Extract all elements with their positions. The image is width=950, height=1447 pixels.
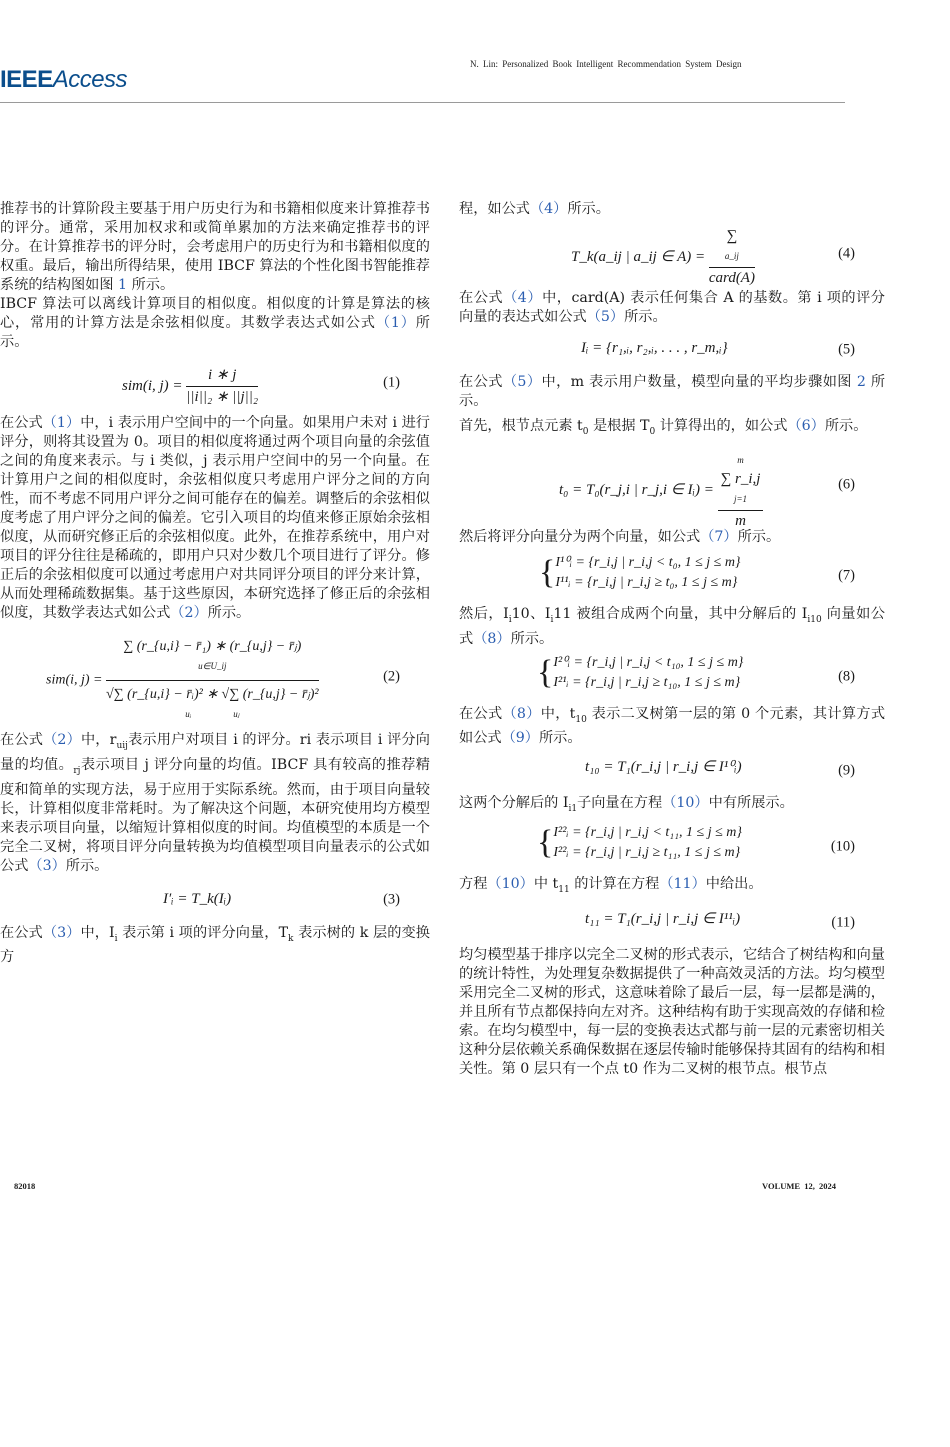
text: 表示项目 j 评分向量的均值。IBCF 具有较高的推荐精度和简单的实现方法，易于应用于实际系统。然而，由于项目向量较长，计算相似度非常耗时。为了解决这个问题，本研究使用均方模型来表示项目向量，以缩短计算相似度的时间。均值模型的本质是一个完全二叉树，将项目评分向量转换为均值模型项目向量表示的公式如公式 <box>0 756 430 874</box>
text: 所示。 <box>624 309 667 325</box>
subscript: 10 <box>575 714 587 725</box>
paragraph <box>0 200 430 295</box>
eq-body: Iᵢ = {r₁,ᵢ, r₂,ᵢ, . . . , r_m,ᵢ} <box>581 340 728 356</box>
eq-fraction <box>718 450 764 531</box>
equation-ref[interactable]: （4） <box>529 201 568 217</box>
text: 均匀模型基于排序以完全二叉树的形式表示，它结合了树结构和向量的统计特性，为处理复杂数据提供了一种高效灵活的方法。均匀模型采用完全二叉树的形式，这意味着除了最后一层，每一层都是满的，并且所有节点都保持向左对齐。这种结构有助于实现高效的存储和检索。在均匀模型中，每一层的变换表达式都与前一层的元素密切相关这种分层依赖关系确保数据在逐层传输时能够保持其固有的结构和相关性。第 0 层只有一个点 t0 作为二叉树的根节点。根节点 <box>459 947 885 1078</box>
equation-11 <box>459 900 885 946</box>
text: 表示第 i 项的评分向量，T <box>117 924 289 941</box>
equation-9 <box>459 748 885 794</box>
eq-line: I¹⁰ᵢ = {r_i,j | r_i,j < t₀, 1 ≤ j ≤ m} <box>555 554 741 570</box>
logo-ieee-text: IEEE <box>0 66 53 93</box>
equation-number: (9) <box>838 762 855 779</box>
text: 所示。 <box>737 528 781 545</box>
text: 的计算在方程 <box>569 876 660 893</box>
equation-ref[interactable]: （1） <box>375 315 416 331</box>
text: 子向量在方程 <box>577 795 663 812</box>
text: 所示。 <box>824 418 868 434</box>
eq-subscript: j=1 <box>733 493 748 504</box>
equation-ref[interactable]: （6） <box>787 418 825 434</box>
text: 程，如公式 <box>459 201 530 217</box>
paragraph <box>459 946 885 1079</box>
running-title: N. Lin: Personalized Book Intelligent Recommendation System Design <box>470 59 742 69</box>
eq-body: t₁₁ = T₁(r_i,j | r_i,j ∈ I¹¹ᵢ) <box>585 911 741 928</box>
subscript: uij <box>116 740 128 751</box>
eq-body: t₁₀ = T₁(r_i,j | r_i,j ∈ I¹⁰ᵢ) <box>585 759 742 776</box>
subscript: i <box>550 614 554 625</box>
text: 在公式 <box>459 705 503 722</box>
equation-ref[interactable]: （2） <box>170 605 208 621</box>
equation-ref[interactable]: （3） <box>28 857 66 874</box>
equation-ref[interactable]: （4） <box>503 290 543 306</box>
left-column <box>0 200 430 967</box>
text: 方程 <box>459 876 488 893</box>
eq-superscript: m <box>737 454 744 465</box>
eq-numerator: ∑ (r_{u,i} − r̄₁) ∗ (r_{u,j} − r̄ⱼ) <box>123 639 302 654</box>
text: 所示。 <box>567 201 610 217</box>
paragraph <box>459 875 885 900</box>
equation-ref[interactable]: （8） <box>473 630 511 647</box>
paragraph <box>0 414 430 623</box>
equation-number: (3) <box>383 891 400 908</box>
subscript: i1 <box>568 804 578 815</box>
equation-number: (2) <box>383 668 400 685</box>
equation-2 <box>0 623 430 731</box>
paragraph <box>459 417 885 442</box>
text: 是根据 T <box>588 418 650 434</box>
equation-ref[interactable]: （1） <box>42 415 81 431</box>
text: 在公式 <box>0 732 44 748</box>
text: 11 被组合成两个向量，其中分解后的 I <box>553 605 808 622</box>
text: 然后将评分向量分为两个向量，如公式 <box>459 528 701 545</box>
volume-info: VOLUME 12, 2024 <box>762 1181 836 1191</box>
left-brace: { <box>537 824 554 862</box>
text: 所示。 <box>0 315 430 350</box>
subscript: i <box>114 933 118 944</box>
eq-line: I¹¹ᵢ = {r_i,j | r_i,j ≥ t₀, 1 ≤ j ≤ m} <box>555 574 738 590</box>
eq-line: I²²ᵢ = {r_i,j | r_i,j < t₁₁, 1 ≤ j ≤ m} <box>553 825 742 841</box>
paragraph <box>459 794 885 819</box>
text: 中给出。 <box>705 876 763 893</box>
text: 中 t <box>533 876 559 893</box>
eq-body: I′ᵢ = T_k(Iᵢ) <box>163 890 232 907</box>
eq-denominator: m <box>735 512 746 529</box>
text: 然后，I <box>459 605 509 622</box>
text: 所示。 <box>65 857 109 874</box>
equation-ref[interactable]: （7） <box>700 528 738 545</box>
ieee-access-logo <box>0 66 127 94</box>
paragraph <box>459 200 885 219</box>
equation-10 <box>459 819 885 875</box>
equation-ref[interactable]: （10） <box>662 795 709 812</box>
eq-line: I²²ᵢ = {r_i,j | r_i,j ≥ t₁₁, 1 ≤ j ≤ m} <box>553 845 741 861</box>
paragraph <box>459 289 885 327</box>
eq-numerator: ∑ r_i,j <box>720 470 761 487</box>
equation-8 <box>459 649 885 705</box>
text: 表示二叉树第一层的第 0 个元素，其计算方式如公式 <box>459 705 886 747</box>
equation-number: (8) <box>838 668 855 685</box>
left-brace: { <box>539 553 556 591</box>
eq-subscript: uᵢ <box>185 709 192 719</box>
text: 所示。 <box>207 605 251 621</box>
eq-line: I²¹ᵢ = {r_i,j | r_i,j ≥ t₁₀, 1 ≤ j ≤ m} <box>553 674 741 690</box>
equation-number: (7) <box>838 567 855 584</box>
text: 所示。 <box>538 730 582 747</box>
text: 中有所展示。 <box>708 795 794 812</box>
eq-denominator: √∑ (r_{u,i} − r̄ᵢ)² ∗ √∑ (r_{u,j} − r̄ⱼ)² <box>106 687 319 702</box>
paragraph <box>0 924 430 968</box>
text: 表示用户对项目 i 的评分。ri 表示项目 i 评分向量的均值。 <box>0 732 430 773</box>
text: 所示。 <box>510 630 554 647</box>
equation-ref[interactable]: （3） <box>42 924 81 941</box>
equation-ref[interactable]: （5） <box>502 374 542 390</box>
text: 中，t <box>540 705 576 722</box>
left-brace: { <box>537 653 554 691</box>
subscript: k <box>288 933 294 944</box>
equation-number: (11) <box>831 914 855 931</box>
text: 在公式 <box>0 924 43 941</box>
subscript: i10 <box>807 614 822 625</box>
eq-subscript: u∈U_ij <box>198 661 227 671</box>
equation-6 <box>459 442 885 528</box>
page-number: 82018 <box>14 1181 36 1191</box>
equation-number: (4) <box>838 245 855 262</box>
subscript: rj <box>73 765 81 776</box>
eq-fraction <box>709 227 755 288</box>
text: 向量如公式 <box>459 605 885 647</box>
equation-ref[interactable]: （8） <box>502 705 541 722</box>
right-column <box>459 200 885 1079</box>
text: 中，r <box>80 732 117 748</box>
logo-access-text: Access <box>52 66 128 93</box>
text: 所示。 <box>131 277 175 293</box>
eq-subscript: a_ij <box>724 251 739 261</box>
equation-ref[interactable]: （5） <box>586 309 625 325</box>
figure-ref[interactable]: 1 <box>118 277 128 293</box>
equation-ref[interactable]: （2） <box>43 732 81 748</box>
subscript: i <box>508 614 512 625</box>
eq-lhs: T_k(a_ij | a_ij ∈ A) = <box>571 248 706 265</box>
paragraph <box>0 731 430 876</box>
text: 中，I <box>80 924 115 941</box>
equation-ref[interactable]: （11） <box>659 876 706 893</box>
equation-1 <box>0 352 430 414</box>
text: 中，i 表示用户空间中的一个向量。如果用户未对 i 进行评分，则将其设置为 0。项目的相似度将通过两个项目向量的余弦值之间的角度来表示。与 i 类似，j 表示用户空间中的另一个向量。在计算用户之间的相似度时，余弦相似度只考虑用户评分之间的方向性，而不考虑不同用户评分之间可能存在的偏差。调整后的余弦相似度考虑了用户评分之间的偏差。它引入项目的均值来修正原始余弦相似度，从而研究修正后的余弦相似度。此外，在推荐系统中，用户对项目的评分往往是稀疏的，即用户只对少数几个项目进行了评分。修正后的余弦相似度可以通过考虑用户对共同评分项目的评分来计算，从而处理稀疏数据集。基于这些原因，本研究选择了修正后的余弦相似度，其数学表达式如公式 <box>0 415 430 621</box>
eq-subscript: uⱼ <box>233 709 240 719</box>
text: 10、I <box>511 605 551 622</box>
text: 在公式 <box>459 290 504 306</box>
equation-number: (5) <box>838 341 855 358</box>
eq-fraction <box>186 366 258 407</box>
eq-denominator: ||i||₂ ∗ ||j||₂ <box>186 389 259 405</box>
text: 推荐书的计算阶段主要基于用户历史行为和书籍相似度来计算推荐书的评分。通常，采用加权求和或简单累加的方法来确定推荐书的评分。在计算推荐书的评分时，会考虑用户的历史行为和书籍相似度的权重。最后，输出所得结果，使用 IBCF 算法的个性化图书智能推荐系统的结构图如图 <box>0 201 430 293</box>
text: 中，card(A) 表示任何集合 A 的基数。第 i 项的评分向量的表达式如公式 <box>459 290 885 325</box>
equation-ref[interactable]: （10） <box>487 876 534 893</box>
text: IBCF 算法可以离线计算项目的相似度。相似度的计算是算法的核心，常用的计算方法是余弦相似度。其数学表达式如公式 <box>0 296 430 331</box>
eq-line: I²⁰ᵢ = {r_i,j | r_i,j < t₁₀, 1 ≤ j ≤ m} <box>553 654 744 670</box>
paragraph <box>459 373 885 411</box>
paragraph <box>459 705 885 749</box>
text: 表示树的 k 层的变换方 <box>0 924 430 966</box>
text: 中，m 表示用户数量，模型向量的平均步骤如图 <box>541 374 852 390</box>
equation-number: (6) <box>838 476 855 493</box>
equation-7 <box>459 547 885 605</box>
subscript: 0 <box>649 426 656 437</box>
paragraph <box>0 295 430 352</box>
eq-numerator: ∑ <box>726 228 738 244</box>
text: 在公式 <box>459 374 503 390</box>
eq-lhs: sim(i, j) = <box>122 377 183 394</box>
eq-lhs: t₀ = T₀(r_j,i | r_j,i ∈ Iᵢ) = <box>559 481 714 498</box>
text: 在公式 <box>0 415 43 431</box>
eq-fraction <box>106 637 319 724</box>
equation-number: (10) <box>830 838 855 855</box>
equation-4 <box>459 219 885 289</box>
subscript: 0 <box>582 426 589 437</box>
paragraph <box>459 605 885 649</box>
figure-ref[interactable]: 2 <box>856 374 866 390</box>
equation-ref[interactable]: （9） <box>501 730 539 747</box>
subscript: 11 <box>558 885 570 896</box>
equation-5 <box>459 327 885 373</box>
text: 计算得出的，如公式 <box>655 418 788 434</box>
equation-number: (1) <box>383 374 400 391</box>
text: 所示。 <box>459 374 886 409</box>
eq-lhs: sim(i, j) = <box>46 672 103 688</box>
header-divider <box>0 102 845 103</box>
text: 首先，根节点元素 t <box>459 418 583 434</box>
equation-3 <box>0 876 430 924</box>
text: 这两个分解后的 I <box>459 795 569 812</box>
eq-numerator: i ∗ j <box>186 366 258 387</box>
eq-denominator: card(A) <box>708 270 755 286</box>
